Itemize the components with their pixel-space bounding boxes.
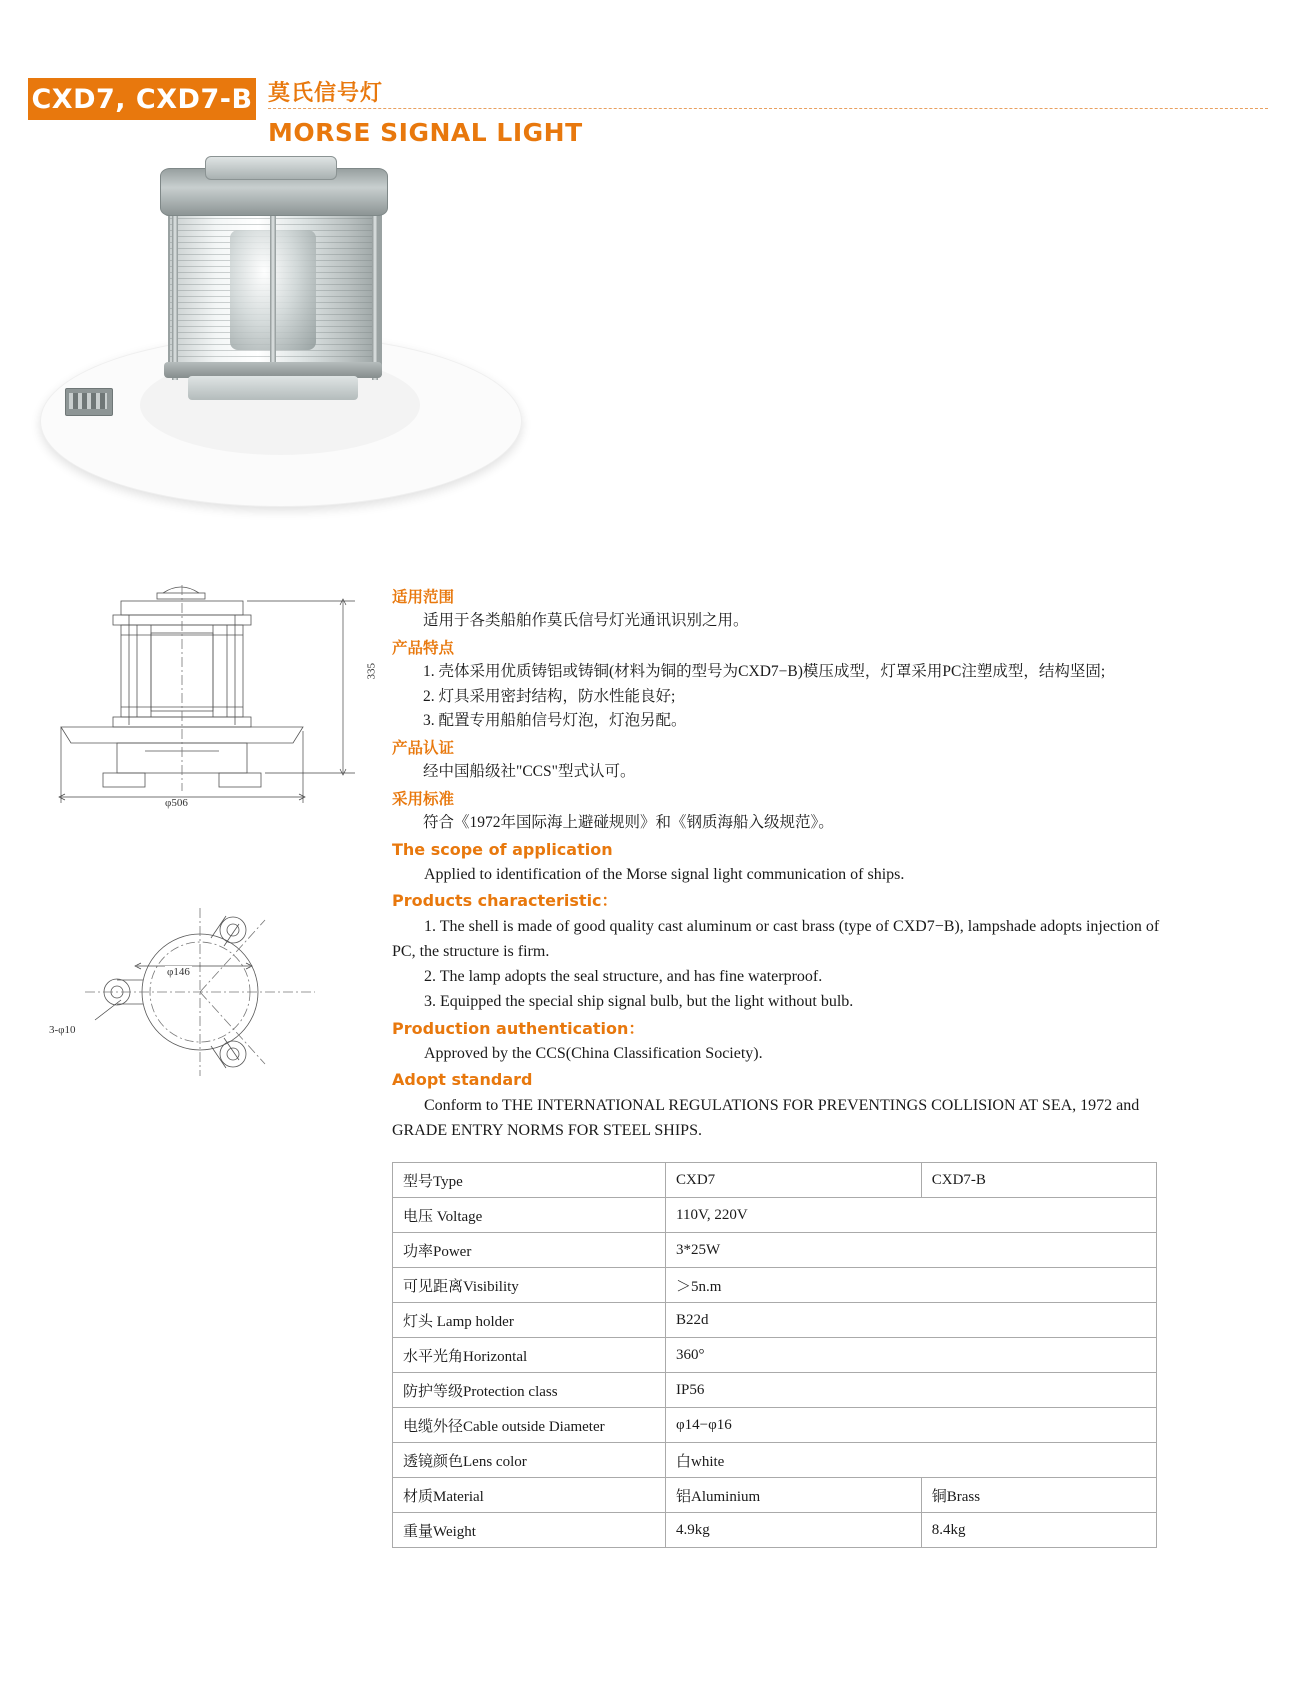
specification-table-body (393, 1163, 1157, 1548)
spec-value-shared: ＞5n.m (666, 1268, 1157, 1303)
header-divider (268, 108, 1268, 110)
lamp-top-handle (205, 156, 337, 180)
hole-count-dim: 3-φ10 (49, 1024, 76, 1036)
section-text-scope-cn-1: 适用于各类船舶作莫氏信号灯光通讯识别之用。 (423, 612, 749, 630)
section-text-features-en-1: 1. The shell is made of good quality cast aluminum or cast brass (type of CXD7−B), lampshade adopts injection of PC, the structure is firm. (392, 917, 1160, 960)
page-header (0, 38, 1297, 147)
bottom-view-drawing (25, 880, 375, 1110)
section-text-features-cn-1: 1. 壳体采用优质铸铝或铸铜(材料为铜的型号为CXD7−B)模压成型，灯罩采用PC注塑成型，结构坚固; (423, 663, 1106, 681)
lamp-foot (188, 376, 358, 400)
table-row (393, 1408, 1157, 1443)
table-row (393, 1338, 1157, 1373)
table-row (393, 1513, 1157, 1548)
section-text-standard-cn-1: 符合《1972年国际海上避碰规则》和《钢质海船入级规范》。 (423, 814, 834, 832)
section-heading-scope-en: The scope of application (392, 839, 613, 859)
spec-value-shared: 360° (666, 1338, 1157, 1373)
spec-value-cxd7b: CXD7-B (921, 1163, 1156, 1198)
spec-label: 电缆外径Cable outside Diameter (393, 1408, 666, 1443)
spec-value-cxd7: CXD7 (666, 1163, 922, 1198)
table-row (393, 1163, 1157, 1198)
section-text-standard-en-1: Conform to THE INTERNATIONAL REGULATIONS FOR PREVENTINGS COLLISION AT SEA, 1972 and GRADE ENTRY NORMS FOR STEEL SHIPS. (392, 1096, 1140, 1139)
spec-value-cxd7b: 8.4kg (921, 1513, 1156, 1548)
page-title-en: MORSE SIGNAL LIGHT (268, 118, 583, 147)
table-row (393, 1268, 1157, 1303)
spec-label: 功率Power (393, 1233, 666, 1268)
spec-label: 透镜颜色Lens color (393, 1443, 666, 1478)
specification-table (392, 1162, 1157, 1548)
section-heading-features-en: Products characteristic： (392, 891, 618, 911)
description-column (392, 583, 1182, 1143)
spec-label: 型号Type (393, 1163, 666, 1198)
spec-value-shared: 3*25W (666, 1233, 1157, 1268)
section-text-features-en-3: 3. Equipped the special ship signal bulb, but the light without bulb. (424, 993, 854, 1011)
spec-value-shared: φ14−φ16 (666, 1408, 1157, 1443)
spec-value-shared: IP56 (666, 1373, 1157, 1408)
front-view-drawing (25, 575, 375, 815)
section-text-features-cn-3: 3. 配置专用船舶信号灯泡，灯泡另配。 (423, 712, 687, 730)
model-badge: CXD7, CXD7-B (28, 78, 256, 120)
table-row (393, 1303, 1157, 1338)
section-heading-scope-cn: 适用范围 (392, 588, 455, 606)
table-row (393, 1478, 1157, 1513)
section-text-features-cn-2: 2. 灯具采用密封结构，防水性能良好; (423, 687, 676, 705)
spec-label: 重量Weight (393, 1513, 666, 1548)
spec-value-cxd7: 4.9kg (666, 1513, 922, 1548)
spec-label: 防护等级Protection class (393, 1373, 666, 1408)
spec-label: 材质Material (393, 1478, 666, 1513)
terminal-contacts (69, 393, 107, 409)
spec-value-shared: 白white (666, 1443, 1157, 1478)
section-heading-certification-en: Production authentication： (392, 1018, 645, 1038)
product-photo (20, 140, 560, 520)
section-heading-standard-en: Adopt standard (392, 1070, 533, 1090)
bolt-circle-dim: φ146 (167, 966, 190, 978)
spec-label: 灯头 Lamp holder (393, 1303, 666, 1338)
front-view-diameter-dim: φ506 (165, 797, 188, 809)
section-heading-certification-cn: 产品认证 (392, 738, 455, 757)
spec-label: 电压 Voltage (393, 1198, 666, 1233)
front-view-height-dim: 335 (365, 663, 377, 680)
section-text-certification-en-1: Approved by the CCS(China Classification Society). (424, 1044, 763, 1062)
table-row (393, 1198, 1157, 1233)
table-row (393, 1373, 1157, 1408)
front-view-svg (25, 575, 375, 815)
spec-value-cxd7: 铝Aluminium (666, 1478, 922, 1513)
spec-label: 可见距离Visibility (393, 1268, 666, 1303)
section-heading-standard-cn: 采用标准 (392, 789, 455, 808)
section-heading-features-cn: 产品特点 (392, 638, 455, 657)
page-title-cn: 莫氏信号灯 (268, 81, 384, 106)
section-text-certification-cn-1: 经中国船级社"CCS"型式认可。 (423, 763, 636, 781)
spec-value-shared: 110V, 220V (666, 1198, 1157, 1233)
spec-label: 水平光角Horizontal (393, 1338, 666, 1373)
section-text-scope-en-1: Applied to identification of the Morse signal light communication of ships. (424, 866, 905, 884)
spec-value-shared: B22d (666, 1303, 1157, 1338)
table-row (393, 1443, 1157, 1478)
table-row (393, 1233, 1157, 1268)
spec-value-cxd7b: 铜Brass (921, 1478, 1156, 1513)
section-text-features-en-2: 2. The lamp adopts the seal structure, and has fine waterproof. (424, 968, 823, 986)
bottom-view-svg (25, 880, 375, 1110)
